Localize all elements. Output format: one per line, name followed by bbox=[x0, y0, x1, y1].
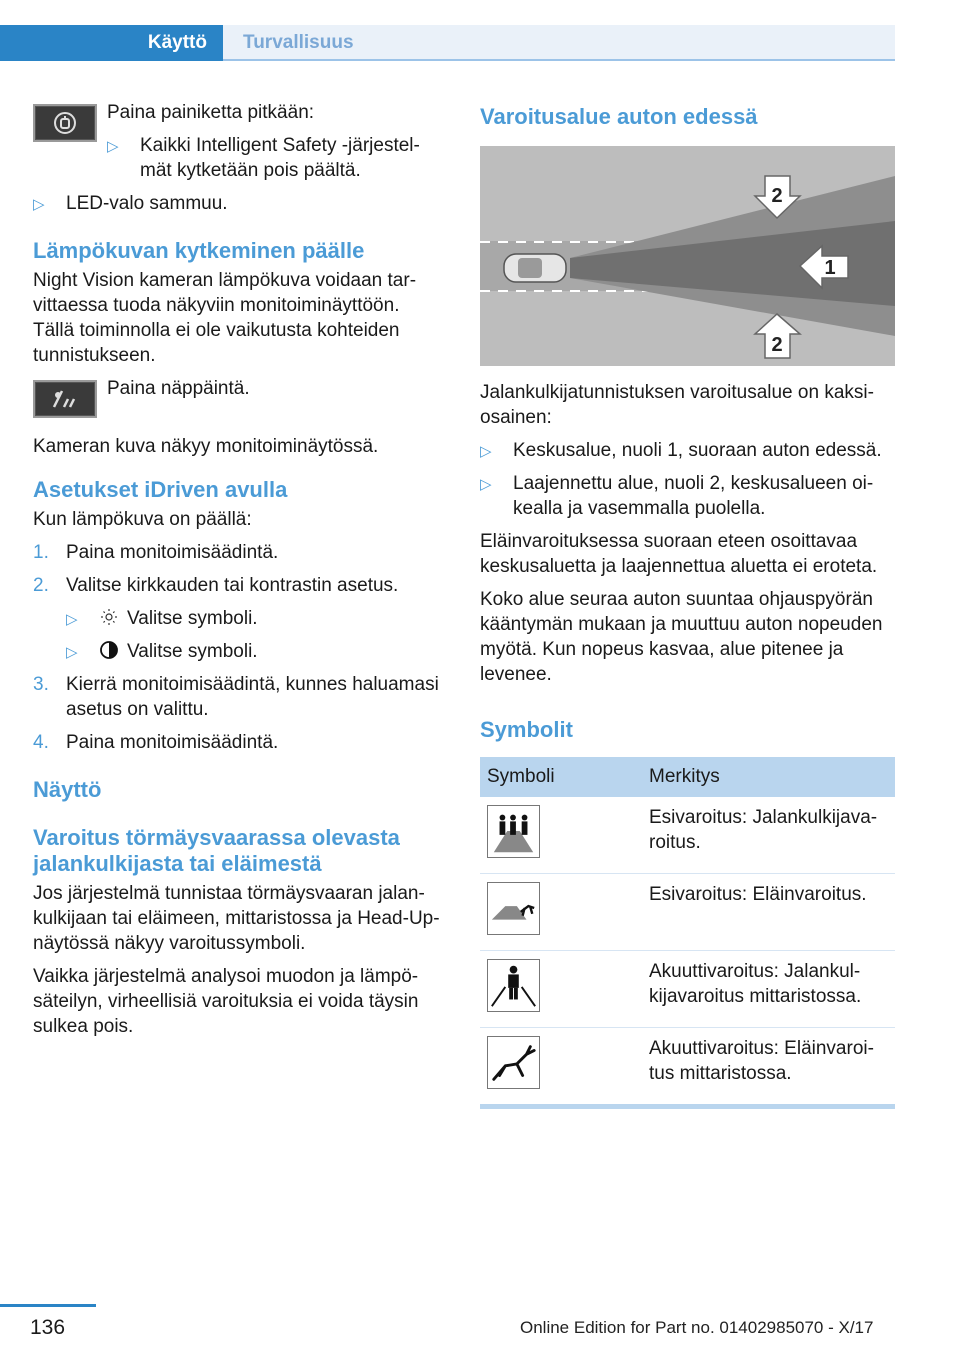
bullet-center-text: Keskusalue, nuoli 1, suoraan auton edessä. bbox=[513, 440, 882, 461]
select-symbol-text: Valitse symboli. bbox=[127, 608, 258, 629]
arrow-top-label: 2 bbox=[771, 185, 783, 207]
table-row bbox=[480, 797, 895, 874]
thermal-paragraph: Night Vision kameran lämpökuva voidaan tarvittaessa tuoda näkyviin monitoiminäyttöön. Tällä toiminnolla ei ole vaikutusta kohteiden tunnistukseen. bbox=[33, 270, 417, 366]
table-row bbox=[480, 1028, 895, 1107]
press-key-text: Paina näppäintä. bbox=[107, 378, 250, 399]
heading-thermal-on: Lämpökuvan kytkeminen päälle bbox=[33, 238, 365, 263]
pedestrian-acute-warning-icon bbox=[487, 959, 540, 1012]
step-text: Kierrä monitoimisäädintä, kunnes haluamasi asetus on valittu. bbox=[66, 674, 439, 720]
press-long-row bbox=[33, 100, 443, 183]
table-header-meaning: Merkitys bbox=[642, 757, 895, 797]
triangle-bullet-icon: ▷ bbox=[480, 476, 492, 493]
triangle-bullet-icon: ▷ bbox=[33, 196, 45, 213]
table-row bbox=[480, 951, 895, 1028]
table-cell-meaning: Akuuttivaroitus: Jalankulkijavaroitus mittaristossa. bbox=[642, 951, 895, 1028]
triangle-bullet-icon: ▷ bbox=[66, 611, 78, 628]
step-text: Paina monitoimisäädintä. bbox=[66, 732, 279, 753]
step-4 bbox=[33, 730, 443, 755]
heading-symbols: Symbolit bbox=[480, 717, 573, 742]
step-2 bbox=[33, 573, 443, 598]
table-header-symbol: Symboli bbox=[480, 757, 642, 797]
step-text: Valitse kirkkauden tai kontrastin asetus. bbox=[66, 575, 399, 596]
heading-display: Näyttö bbox=[33, 777, 102, 802]
press-key-row bbox=[33, 376, 443, 426]
bullet-center-zone bbox=[480, 438, 895, 463]
bullet-extended-zone bbox=[480, 471, 895, 521]
step-number: 1. bbox=[33, 542, 49, 563]
table-cell-meaning: Akuuttivaroitus: Eläinvaroitus mittaristossa. bbox=[642, 1028, 895, 1107]
animal-paragraph: Eläinvaroituksessa suoraan eteen osoittavaa keskusaluetta ja laajennettua aluetta ei eroteta. bbox=[480, 531, 878, 577]
bullet-all-off-text: Kaikki Intelligent Safety -järjestelmät kytketään pois päältä. bbox=[140, 135, 420, 181]
triangle-bullet-icon: ▷ bbox=[66, 644, 78, 661]
pedestrian-prewarning-icon bbox=[487, 805, 540, 858]
edition-text: Online Edition for Part no. 01402985070 - X/17 bbox=[520, 1318, 874, 1337]
bullet-led-off-text: LED-valo sammuu. bbox=[66, 193, 228, 214]
step-number: 3. bbox=[33, 674, 49, 695]
heading-warning-zone: Varoitusalue auton edessä bbox=[480, 104, 758, 129]
step-1 bbox=[33, 540, 443, 565]
step-3 bbox=[33, 672, 443, 722]
heading-warning: Varoitus törmäysvaarassa olevasta jalankulkijasta tai eläimestä bbox=[33, 825, 400, 876]
arrow-center-label: 1 bbox=[824, 257, 836, 279]
right-column bbox=[480, 100, 895, 1109]
night-vision-button-icon bbox=[33, 380, 97, 418]
footer-accent-line bbox=[0, 1304, 96, 1307]
animal-prewarning-icon bbox=[487, 882, 540, 935]
table-cell-meaning: Esivaroitus: Jalankulkijavaroitus. bbox=[642, 797, 895, 874]
step-text: Paina monitoimisäädintä. bbox=[66, 542, 279, 563]
bullet-brightness bbox=[66, 606, 443, 631]
tab-turvallisuus[interactable] bbox=[223, 25, 895, 61]
symbols-table bbox=[480, 757, 895, 1109]
header-divider bbox=[223, 59, 895, 61]
when-thermal-text: Kun lämpökuva on päällä: bbox=[33, 509, 252, 530]
camera-shown-text: Kameran kuva näkyy monitoiminäytössä. bbox=[33, 436, 379, 457]
bullet-contrast bbox=[66, 639, 443, 664]
car-icon bbox=[504, 254, 566, 282]
left-column bbox=[33, 100, 443, 1047]
brightness-icon bbox=[99, 607, 119, 627]
arrow-bottom-label: 2 bbox=[771, 334, 783, 356]
page-number: 136 bbox=[30, 1316, 66, 1339]
intelligent-safety-button-icon bbox=[33, 104, 97, 142]
warning-paragraph-1: Jos järjestelmä tunnistaa törmäysvaaran jalankulkijaan tai eläimeen, mittaristossa ja Head-Up-näytössä näkyy varoitussymboli. bbox=[33, 883, 440, 954]
step-number: 2. bbox=[33, 575, 49, 596]
triangle-bullet-icon: ▷ bbox=[480, 443, 492, 460]
table-header-row bbox=[480, 757, 895, 797]
tab-kaytto[interactable] bbox=[0, 25, 223, 61]
zone-paragraph: Jalankulkijatunnistuksen varoitusalue on kaksiosainen: bbox=[480, 382, 874, 428]
triangle-bullet-icon: ▷ bbox=[107, 138, 119, 155]
table-row bbox=[480, 874, 895, 951]
header-bar bbox=[0, 25, 895, 61]
warning-zone-diagram bbox=[480, 146, 895, 366]
animal-acute-warning-icon bbox=[487, 1036, 540, 1089]
step-number: 4. bbox=[33, 732, 49, 753]
bullet-extended-text: Laajennettu alue, nuoli 2, keskusalueen oikealla ja vasemmalla puolella. bbox=[513, 473, 874, 519]
follow-paragraph: Koko alue seuraa auton suuntaa ohjauspyörän kääntymän mukaan ja muuttuu auton nopeuden myötä. Kun nopeus kasvaa, alue pitenee ja levenee. bbox=[480, 589, 883, 685]
contrast-icon bbox=[99, 640, 119, 660]
tab-kaytto-label: Käyttö bbox=[147, 32, 207, 53]
bullet-led-off bbox=[33, 191, 443, 216]
bullet-all-off bbox=[107, 133, 443, 183]
warning-paragraph-2: Vaikka järjestelmä analysoi muodon ja lämpösäteilyn, virheellisiä varoituksia ei voida täysin sulkea pois. bbox=[33, 966, 419, 1037]
press-long-text: Paina painiketta pitkään: bbox=[107, 102, 315, 123]
heading-idrive: Asetukset iDriven avulla bbox=[33, 477, 288, 502]
tab-turvallisuus-label: Turvallisuus bbox=[243, 32, 354, 53]
table-cell-meaning: Esivaroitus: Eläinvaroitus. bbox=[642, 874, 895, 951]
select-symbol-text: Valitse symboli. bbox=[127, 641, 258, 662]
